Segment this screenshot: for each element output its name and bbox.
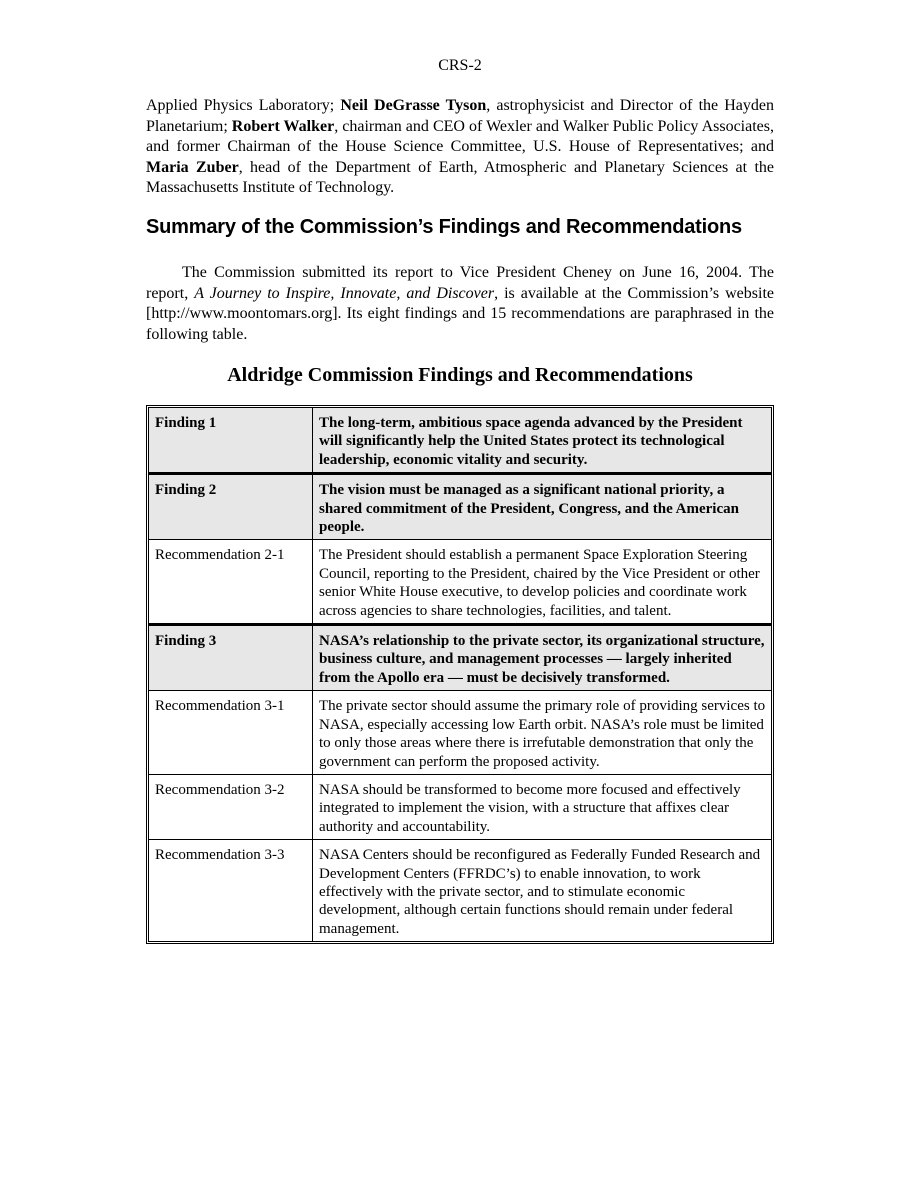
summary-text: , is available at the Commission’s website [http://www.moontomars.org]. Its eight findings and 15 recommendations are paraphrased in the following table. [146, 284, 775, 343]
member-name-zuber: Maria Zuber [146, 158, 239, 176]
row-text: The vision must be managed as a significant national priority, a shared commitment of the President, Congress, and the American people. [313, 473, 771, 540]
report-title: A Journey to Inspire, Innovate, and Discover [194, 284, 495, 302]
table-row [149, 691, 771, 775]
row-text: NASA should be transformed to become more focused and effectively integrated to implement the vision, with a structure that affixes clear authority and accountability. [313, 775, 771, 840]
member-name-walker: Robert Walker [231, 117, 335, 135]
row-text: NASA Centers should be reconfigured as Federally Funded Research and Development Centers (FFRDC’s) to enable innovation, to work effectively with the private sector, and to stimulate economic development, although certain functions should remain under federal management. [313, 840, 771, 941]
row-text: The President should establish a permanent Space Exploration Steering Council, reporting to the President, chaired by the Vice President or other senior White House executive, to develop policies and coordinate work across agencies to share technologies, facilities, and talent. [313, 540, 771, 624]
intro-text: , astrophysicist and Director of the Hayden Planetarium; [146, 97, 774, 135]
summary-paragraph [146, 263, 774, 345]
findings-table-wrapper [146, 405, 774, 944]
row-label: Recommendation 3-1 [149, 691, 313, 775]
intro-text: , head of the Department of Earth, Atmospheric and Planetary Sciences at the Massachusetts Institute of Technology. [146, 158, 774, 197]
row-label: Recommendation 3-3 [149, 840, 313, 941]
intro-paragraph [146, 96, 774, 199]
row-label: Finding 2 [149, 473, 313, 540]
row-label: Finding 3 [149, 624, 313, 691]
row-label: Recommendation 3-2 [149, 775, 313, 840]
row-label: Finding 1 [149, 408, 313, 473]
table-row [149, 408, 771, 473]
row-text: NASA’s relationship to the private sector, its organizational structure, business culture, and management processes — largely inherited from the Apollo era — must be decisively transformed. [313, 624, 771, 691]
table-row [149, 840, 771, 941]
intro-text: , chairman and CEO of Wexler and Walker Public Policy Associates, and former Chairman of the House Science Committee, U.S. House of Representatives; and [146, 117, 774, 156]
row-label: Recommendation 2-1 [149, 540, 313, 624]
table-row [149, 775, 771, 840]
table-row [149, 473, 771, 540]
table-row [149, 540, 771, 624]
intro-text: Applied Physics Laboratory; [146, 97, 341, 114]
row-text: The long-term, ambitious space agenda advanced by the President will significantly help the United States protect its technological leadership, economic vitality and security. [313, 408, 771, 473]
table-row [149, 624, 771, 691]
member-name-tyson: Neil DeGrasse Tyson [340, 97, 487, 114]
row-text: The private sector should assume the primary role of providing services to NASA, especially accessing low Earth orbit. NASA’s role must be limited to only those areas where there is irrefutable demonstration that only the government can perform the proposed activity. [313, 691, 771, 775]
findings-table [146, 405, 774, 944]
summary-text: The Commission submitted its report to Vice President Cheney on June 16, 2004. The report, [146, 264, 774, 302]
section-heading: Summary of the Commission’s Findings and Recommendations [146, 216, 742, 238]
page-number: CRS-2 [438, 57, 482, 74]
table-title: Aldridge Commission Findings and Recommendations [227, 364, 693, 386]
